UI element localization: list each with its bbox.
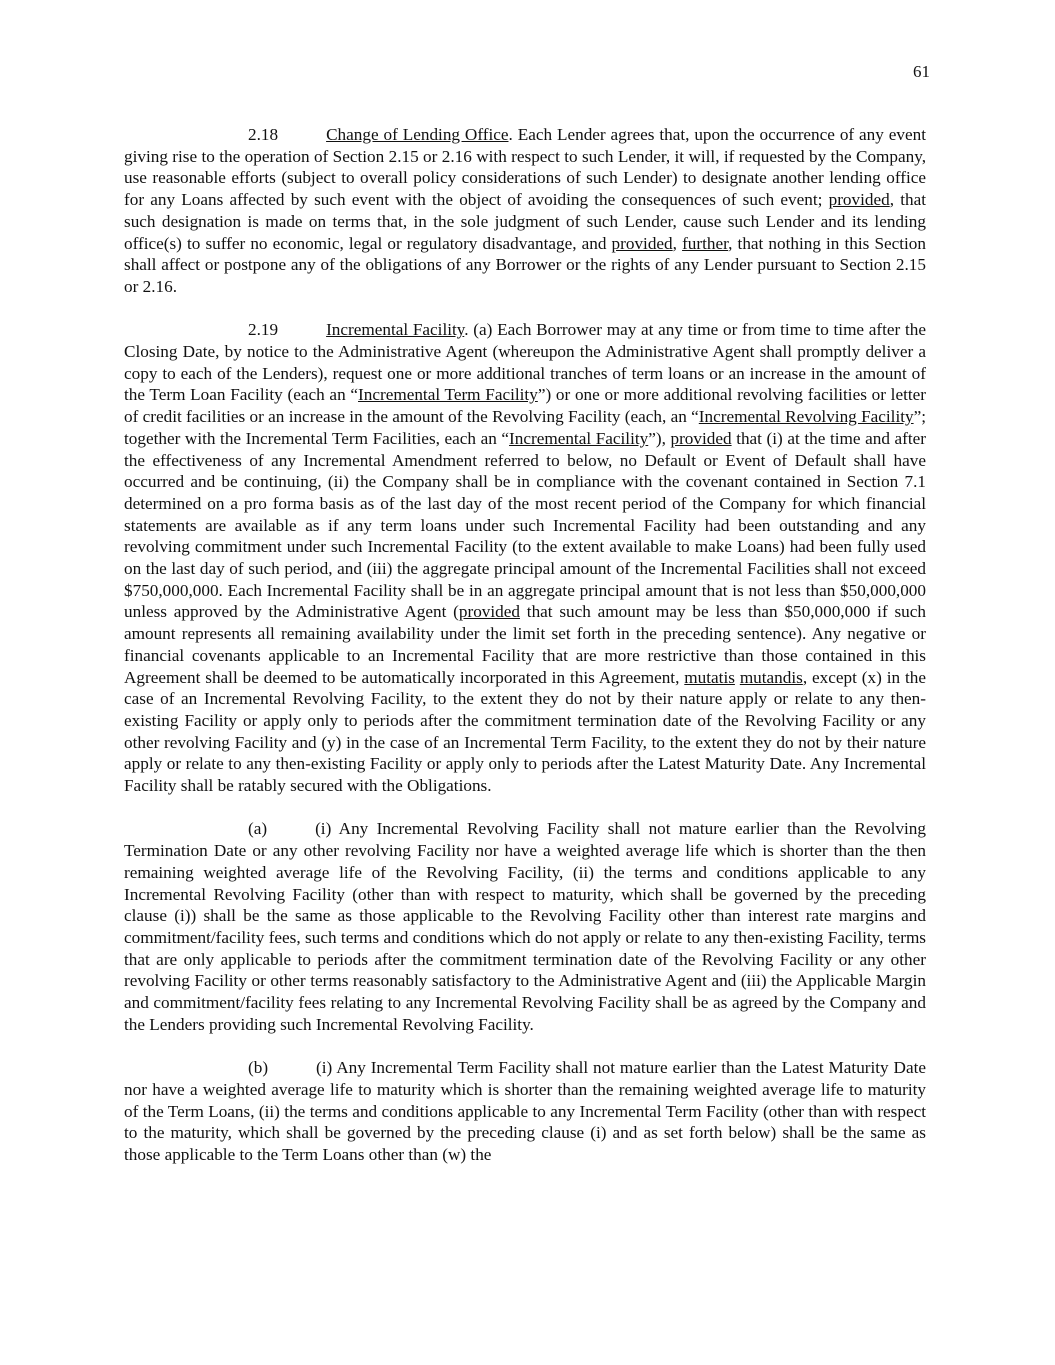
section-2-19: 2.19 Incremental Facility. (a) Each Borrower may at any time or from time to time after the Closing Date, by notice to the Administrative Agent (whereupon the Administrative Agent shall promptly deliver a copy to each of the Lenders), request one or more additional tranches of term loans or an increase in the amount of the Term Loan Facility (each an “Incremental Term Facility”) or one or more additional revolving facilities or letter of credit facilities or an increase in the amount of the Revolving Facility (each, an “Incremental Revolving Facility”; together with the Incremental Term Facilities, each an “Incremental Facility”), provided that (i) at the time and after the effectiveness of any Incremental Amendment referred to below, no Default or Event of Default shall have occurred and be continuing, (ii) the Company shall be in compliance with the covenant contained in Section 7.1 determined on a pro forma basis as of the last day of the most recent period of the Company for which financial statements are available as if any term loans under such Incremental Facility had been outstanding and any revolving commitment under such Incremental Facility (to the extent available to make Loans) had been fully used on the last day of such period, and (iii) the aggregate principal amount of the Incremental Facilities shall not exceed $750,000,000. Each Incremental Facility shall be in an aggregate principal amount that is not less than $50,000,000 unless approved by the Administrative Agent (provided that such amount may be less than $50,000,000 if such amount represents all remaining availability under the limit set forth in the preceding sentence). Any negative or financial covenants applicable to an Incremental Facility that are more restrictive than those contained in this Agreement shall be deemed to be automatically incorporated in this Agreement, mutatis mutandis, except (x) in the case of an Incremental Revolving Facility, to the extent they do not by their nature apply or relate to any then-existing Facility or apply only to periods after the commitment termination date of the Revolving Facility or any other revolving Facility and (y) in the case of an Incremental Term Facility, to the extent they do not by their nature apply or relate to any then-existing Facility or apply only to periods after the Latest Maturity Date. Any Incremental Facility shall be ratably secured with the Obligations. <box>124 320 927 796</box>
subsection-label: (a) <box>248 819 268 839</box>
subsection-text: (i) Any Incremental Revolving Facility shall not mature earlier than the Revolving Termination Date or any other revolving Facility nor have a weighted average life which is shorter than the then remaining weighted average life of the Revolving Facility, (ii) the terms and conditions applicable to any Incremental Revolving Facility (other than with respect to maturity, which shall be governed by the preceding clause (i)) shall be the same as those applicable to the Revolving Facility other than interest rate margins and commitment/facility fees, such terms and conditions which do not apply or relate to any then-existing Facility, terms that are only applicable to periods after the commitment termination date of the Revolving Facility or any other revolving Facility or other terms reasonably satisfactory to the Administrative Agent and (iii) the Applicable Margin and commitment/facility fees relating to any Incremental Revolving Facility shall be as agreed by the Company and the Lenders providing such Incremental Revolving Facility. <box>124 819 926 1034</box>
section-heading: Change of Lending Office <box>326 125 509 144</box>
defined-term: Incremental Facility <box>509 428 649 448</box>
subsection-b <box>124 1057 926 1166</box>
defined-term: further <box>682 233 729 253</box>
section-heading: Incremental Facility <box>326 320 465 340</box>
subsection-label: (b) <box>248 1058 269 1078</box>
subsection-text: (i) Any Incremental Term Facility shall not mature earlier than the Latest Maturity Date nor have a weighted average life to maturity which is shorter than the remaining weighted average life to maturity of the Term Loans, (ii) the terms and conditions applicable to any Incremental Term Facility (other than with respect to the maturity, which shall be governed by the preceding clause (i) and as set forth below) shall be the same as those applicable to the Term Loans other than (w) the <box>124 1058 926 1164</box>
defined-term: mutandis <box>739 667 803 687</box>
defined-term: mutatis <box>684 667 735 687</box>
defined-term: provided <box>670 428 732 448</box>
section-number: 2.19 <box>248 320 279 340</box>
document-body <box>124 124 926 1166</box>
defined-term: provided <box>458 602 520 622</box>
defined-term: Incremental Revolving Facility <box>698 407 914 427</box>
page-number: 61 <box>913 62 930 81</box>
section-number: 2.18 <box>248 125 279 144</box>
defined-term: provided <box>828 190 890 210</box>
defined-term: provided <box>611 233 673 253</box>
section-2-18: 2.18 Change of Lending Office. Each Lender agrees that, upon the occurrence of any event giving rise to the operation of Section 2.15 or 2.16 with respect to such Lender, it will, if requested by the Company, use reasonable efforts (subject to overall policy considerations of such Lender) to designate another lending office for any Loans affected by such event with the object of avoiding the consequences of such event; provided, that such designation is made on terms that, in the sole judgment of such Lender, cause such Lender and its lending office(s) to suffer no economic, legal or regulatory disadvantage, and provided, further, that nothing in this Section shall affect or postpone any of the obligations of any Borrower or the rights of any Lender pursuant to Section 2.15 or 2.16. <box>124 125 926 296</box>
defined-term: Incremental Term Facility <box>358 385 538 405</box>
subsection-a <box>124 818 926 1035</box>
